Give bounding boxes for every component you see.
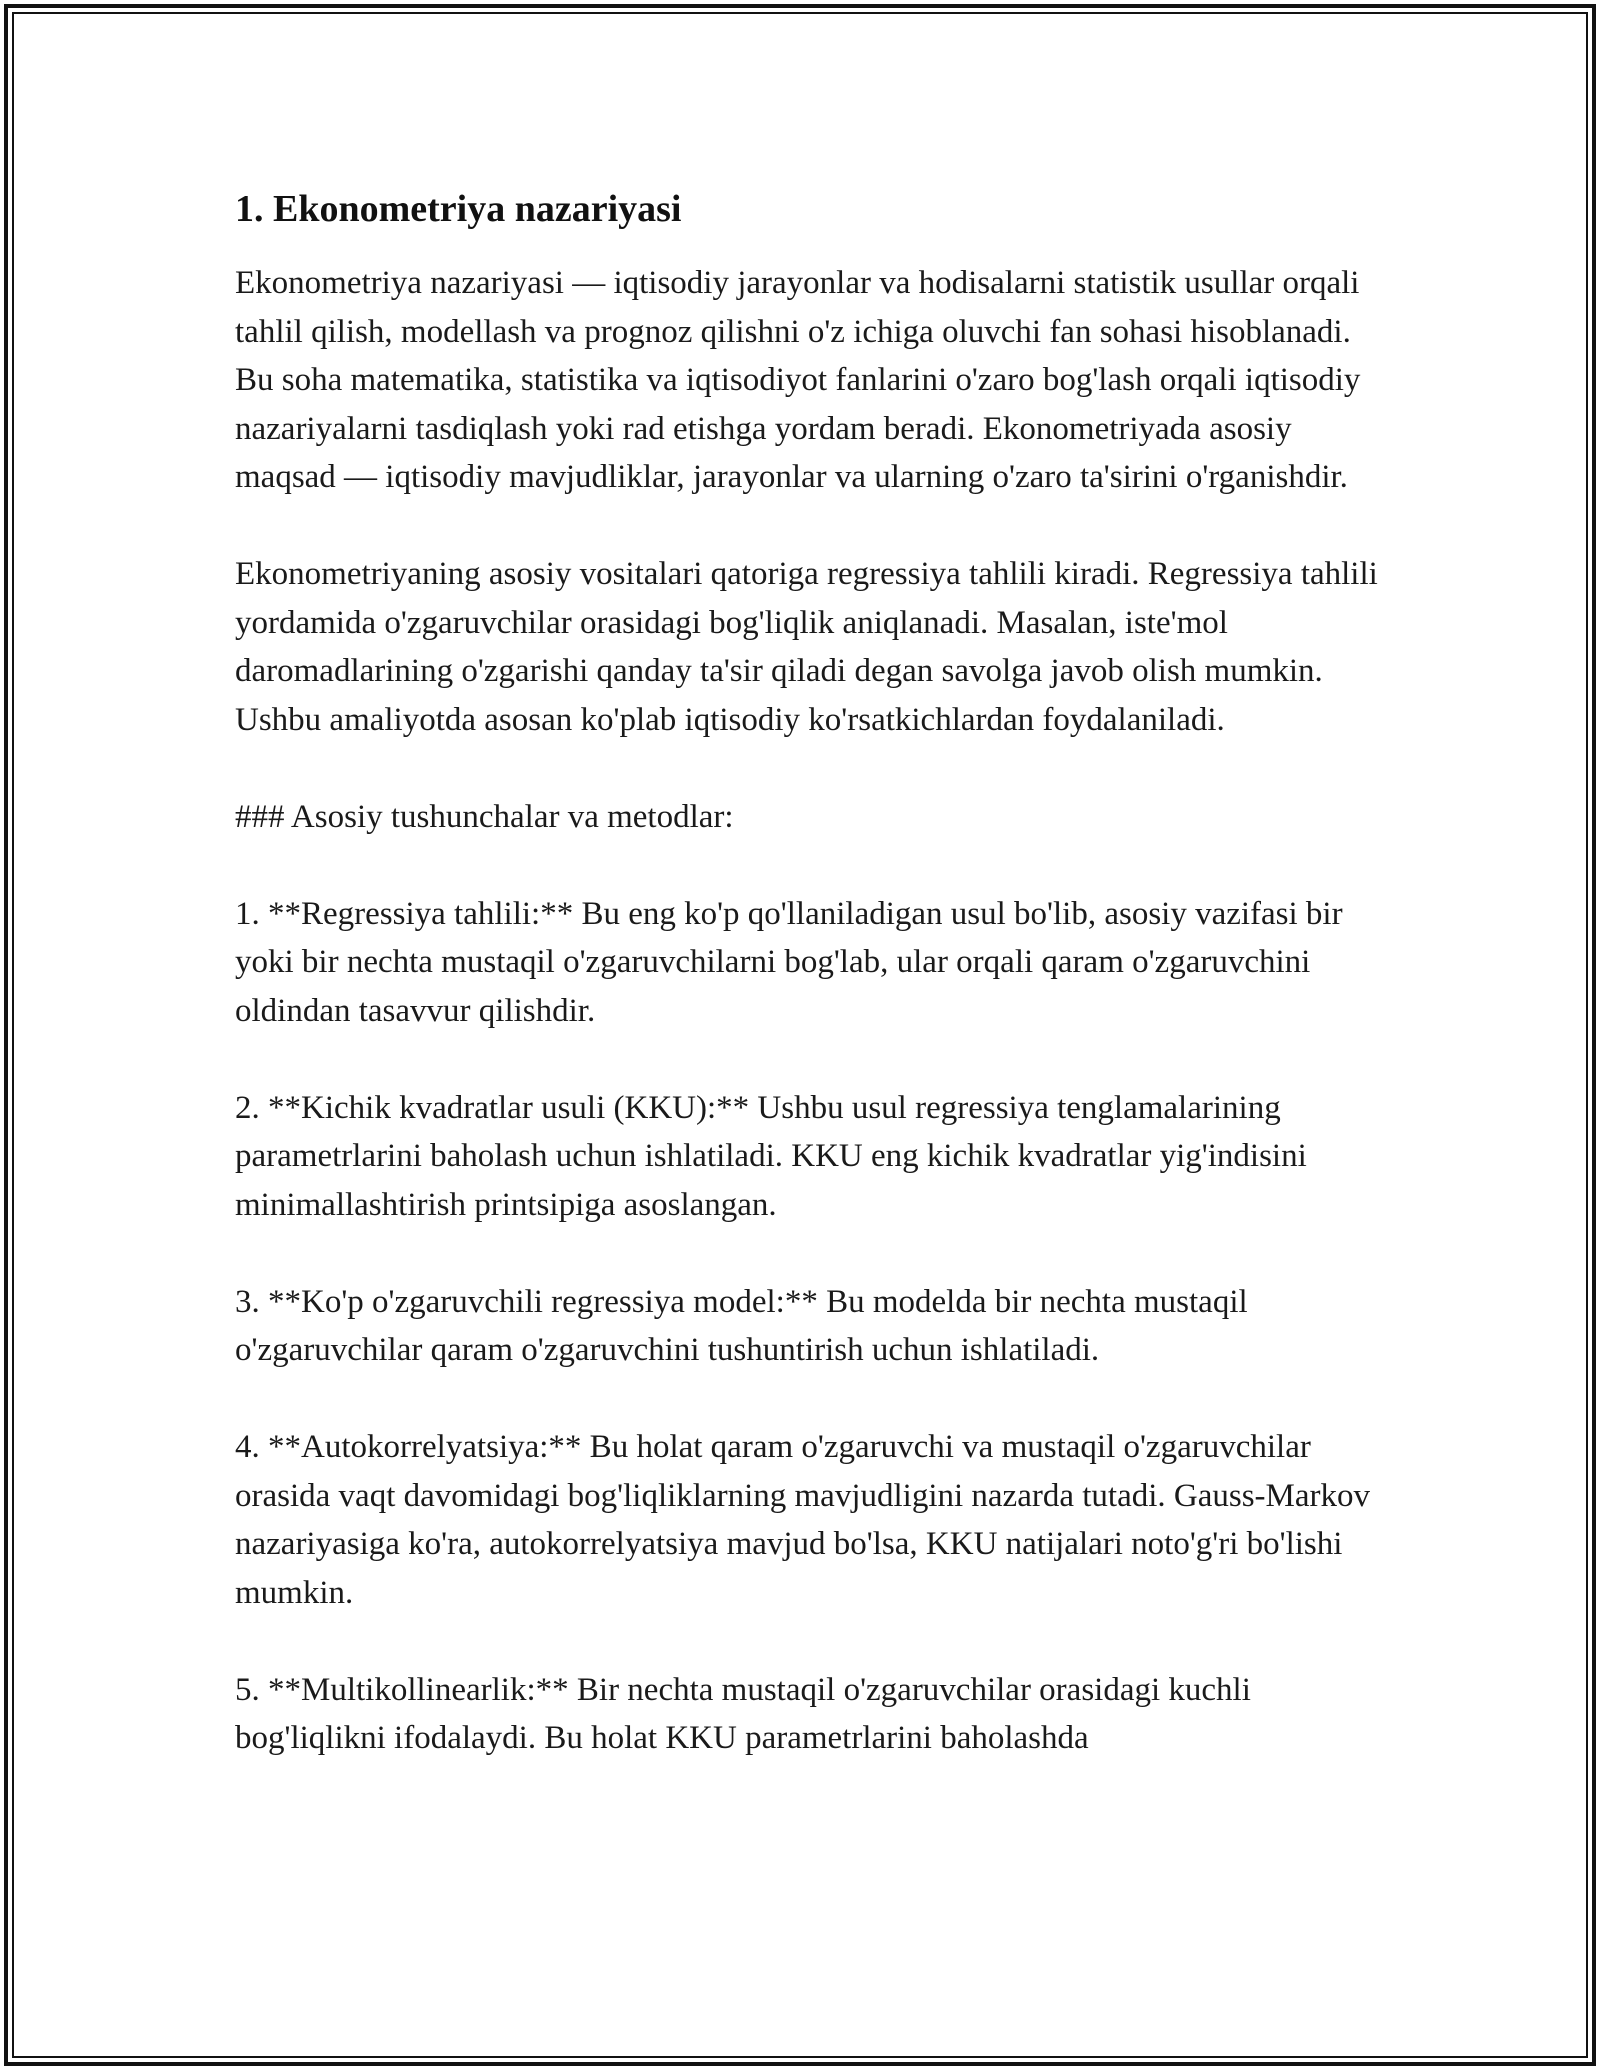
list-item-regression: 1. **Regressiya tahlili:** Bu eng ko'p qo'llaniladigan usul bo'lib, asosiy vazifasi bir yoki bir nechta mustaqil o'zgaruvchilarni bog'lab, ular orqali qaram o'zgaruvchini oldindan tasavvur qilishdir. — [235, 895, 1343, 1029]
paragraph-subheading: ### Asosiy tushunchalar va metodlar: — [235, 798, 734, 835]
list-item-autocorrelation: 4. **Autokorrelyatsiya:** Bu holat qaram o'zgaruvchi va mustaqil o'zgaruvchilar orasida vaqt davomidagi bog'liqliklarning mavjudligini nazarda tutadi. Gauss-Markov nazariyasiga ko'ra, autokorrelyatsiya mavjud bo'lsa, KKU natijalari noto'g'ri bo'lishi mumkin. — [235, 1429, 1371, 1611]
paragraph-regression-tools: Ekonometriyaning asosiy vositalari qatoriga regressiya tahlili kiradi. Regressiya tahlili yordamida o'zgaruvchilar orasidagi bog'liqlik aniqlanadi. Masalan, iste'mol daromadlarining o'zgarishi qanday ta'sir qiladi degan savolga javob olish mumkin. Ushbu amaliyotda asosan ko'plab iqtisodiy ko'rsatkichlardan foydalaniladi. — [235, 556, 1378, 738]
paragraph-intro: Ekonometriya nazariyasi — iqtisodiy jarayonlar va hodisalarni statistik usullar orqali tahlil qilish, modellash va prognoz qilishni o'z ichiga oluvchi fan sohasi hisoblanadi. Bu soha matematika, statistika va iqtisodiyot fanlarini o'zaro bog'lash orqali iqtisodiy nazariyalarni tasdiqlash yoki rad etishga yordam beradi. Ekonometriyada asosiy maqsad — iqtisodiy mavjudliklar, jarayonlar va ularning o'zaro ta'sirini o'rganishdir. — [235, 265, 1361, 495]
section-heading: 1. Ekonometriya nazariyasi — [235, 188, 682, 230]
document-body — [235, 185, 1385, 1811]
list-item-multiple-regression: 3. **Ko'p o'zgaruvchili regressiya model:** Bu modelda bir nechta mustaqil o'zgaruvchilar qaram o'zgaruvchini tushuntirish uchun ishlatiladi. — [235, 1283, 1248, 1368]
list-item-multicollinearity: 5. **Multikollinearlik:** Bir nechta mustaqil o'zgaruvchilar orasidagi kuchli bog'liqlikni ifodalaydi. Bu holat KKU parametrlarini baholashda — [235, 1671, 1251, 1756]
list-item-least-squares: 2. **Kichik kvadratlar usuli (KKU):** Ushbu usul regressiya tenglamalarining parametrlarini baholash uchun ishlatiladi. KKU eng kichik kvadratlar yig'indisini minimallashtirish printsipiga asoslangan. — [235, 1089, 1307, 1223]
